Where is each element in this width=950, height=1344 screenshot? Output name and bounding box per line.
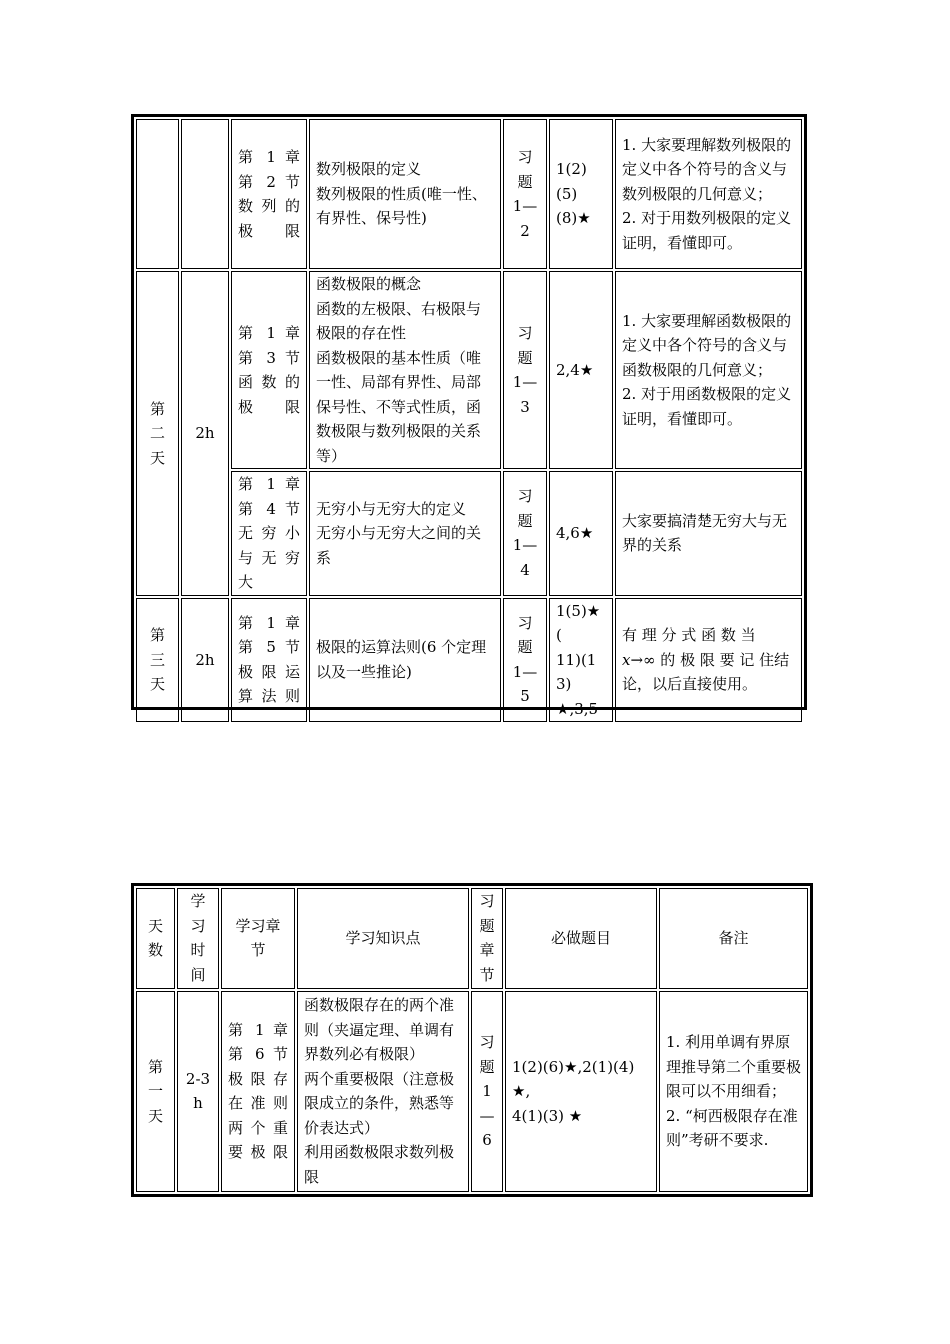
note-text: 的 极 限 要 记 住结论，以后直接使用。 [622, 650, 790, 693]
knowledge-cell: 函数极限存在的两个准则（夹逼定理、单调有界数列必有极限） 两个重要极限（注意极限成立的条件，熟悉等价表达式） 利用函数极限求数列极限 [297, 991, 469, 1192]
header-time: 学 习 时 间 [177, 888, 219, 989]
required-cell: 2,4★ [549, 271, 613, 469]
exercise-cell: 习 题 1— 3 [503, 271, 547, 469]
exercise-cell: 习 题 1— 4 [503, 471, 547, 596]
schedule-table-2 [131, 883, 813, 1197]
exercise-cell: 习 题 1— 5 [503, 598, 547, 723]
note-cell [615, 598, 802, 723]
time-cell: 2-3h [177, 991, 219, 1192]
knowledge-cell: 极限的运算法则(6 个定理以及一些推论) [309, 598, 501, 723]
chapter-cell: 第 1 章 第 5 节 极 限 运 算法则 [231, 598, 307, 723]
day-cell [136, 119, 179, 269]
table-row [136, 119, 802, 269]
time-cell: 2h [181, 271, 229, 596]
day-cell: 第 二 天 [136, 271, 179, 596]
table-row [136, 471, 802, 596]
chapter-cell: 第 1 章 第 3 节 函 数 的 极限 [231, 271, 307, 469]
note-cell: 1. 大家要理解函数极限的定义中各个符号的含义与函数极限的几何意义； 2. 对于用函数极限的定义证明，看懂即可。 [615, 271, 802, 469]
note-cell: 1. 利用单调有界原理推导第二个重要极限可以不用细看； 2. “柯西极限存在准则”考研不要求. [659, 991, 808, 1192]
day-cell: 第 一 天 [136, 991, 175, 1192]
required-cell: 1(5)★( 11)(13) ★,3,5 [549, 598, 613, 723]
note-cell: 大家要搞清楚无穷大与无界的关系 [615, 471, 802, 596]
header-exercise: 习 题 章 节 [471, 888, 503, 989]
note-cell: 1. 大家要理解数列极限的定义中各个符号的含义与数列极限的几何意义； 2. 对于用数列极限的定义证明，看懂即可。 [615, 119, 802, 269]
header-row [136, 888, 808, 989]
chapter-cell: 第 1 章 第 2 节 数 列 的 极限 [231, 119, 307, 269]
math-expression: x→∞ [622, 650, 656, 669]
required-cell: 1(2)(6)★,2(1)(4)★, 4(1)(3) ★ [505, 991, 657, 1192]
day-cell: 第 三 天 [136, 598, 179, 723]
table-row [136, 271, 802, 469]
knowledge-cell: 数列极限的定义 数列极限的性质(唯一性、有界性、保号性) [309, 119, 501, 269]
header-day: 天 数 [136, 888, 175, 989]
table-row [136, 598, 802, 723]
knowledge-cell: 函数极限的概念 函数的左极限、右极限与极限的存在性 函数极限的基本性质（唯一性、局部有界性、局部保号性、不等式性质，函数极限与数列极限的关系等） [309, 271, 501, 469]
table-row [136, 991, 808, 1192]
knowledge-cell: 无穷小与无穷大的定义 无穷小与无穷大之间的关系 [309, 471, 501, 596]
exercise-cell: 习 题 1 — 6 [471, 991, 503, 1192]
header-knowledge: 学习知识点 [297, 888, 469, 989]
note-text: 有 理 分 式 函 数 当 [622, 626, 756, 644]
chapter-cell: 第 1 章 第 4 节 无 穷 小 与 无 穷 大 [231, 471, 307, 596]
schedule-table-1 [131, 114, 807, 718]
header-note: 备注 [659, 888, 808, 989]
chapter-cell: 第 1 章 第 6 节 极 限 存 在 准 则 两 个 重 要极限 [221, 991, 295, 1192]
required-cell: 4,6★ [549, 471, 613, 596]
exercise-cell: 习 题 1— 2 [503, 119, 547, 269]
time-cell [181, 119, 229, 269]
time-cell: 2h [181, 598, 229, 723]
header-chapter: 学习章 节 [221, 888, 295, 989]
required-cell: 1(2) (5) (8)★ [549, 119, 613, 269]
header-required: 必做题目 [505, 888, 657, 989]
